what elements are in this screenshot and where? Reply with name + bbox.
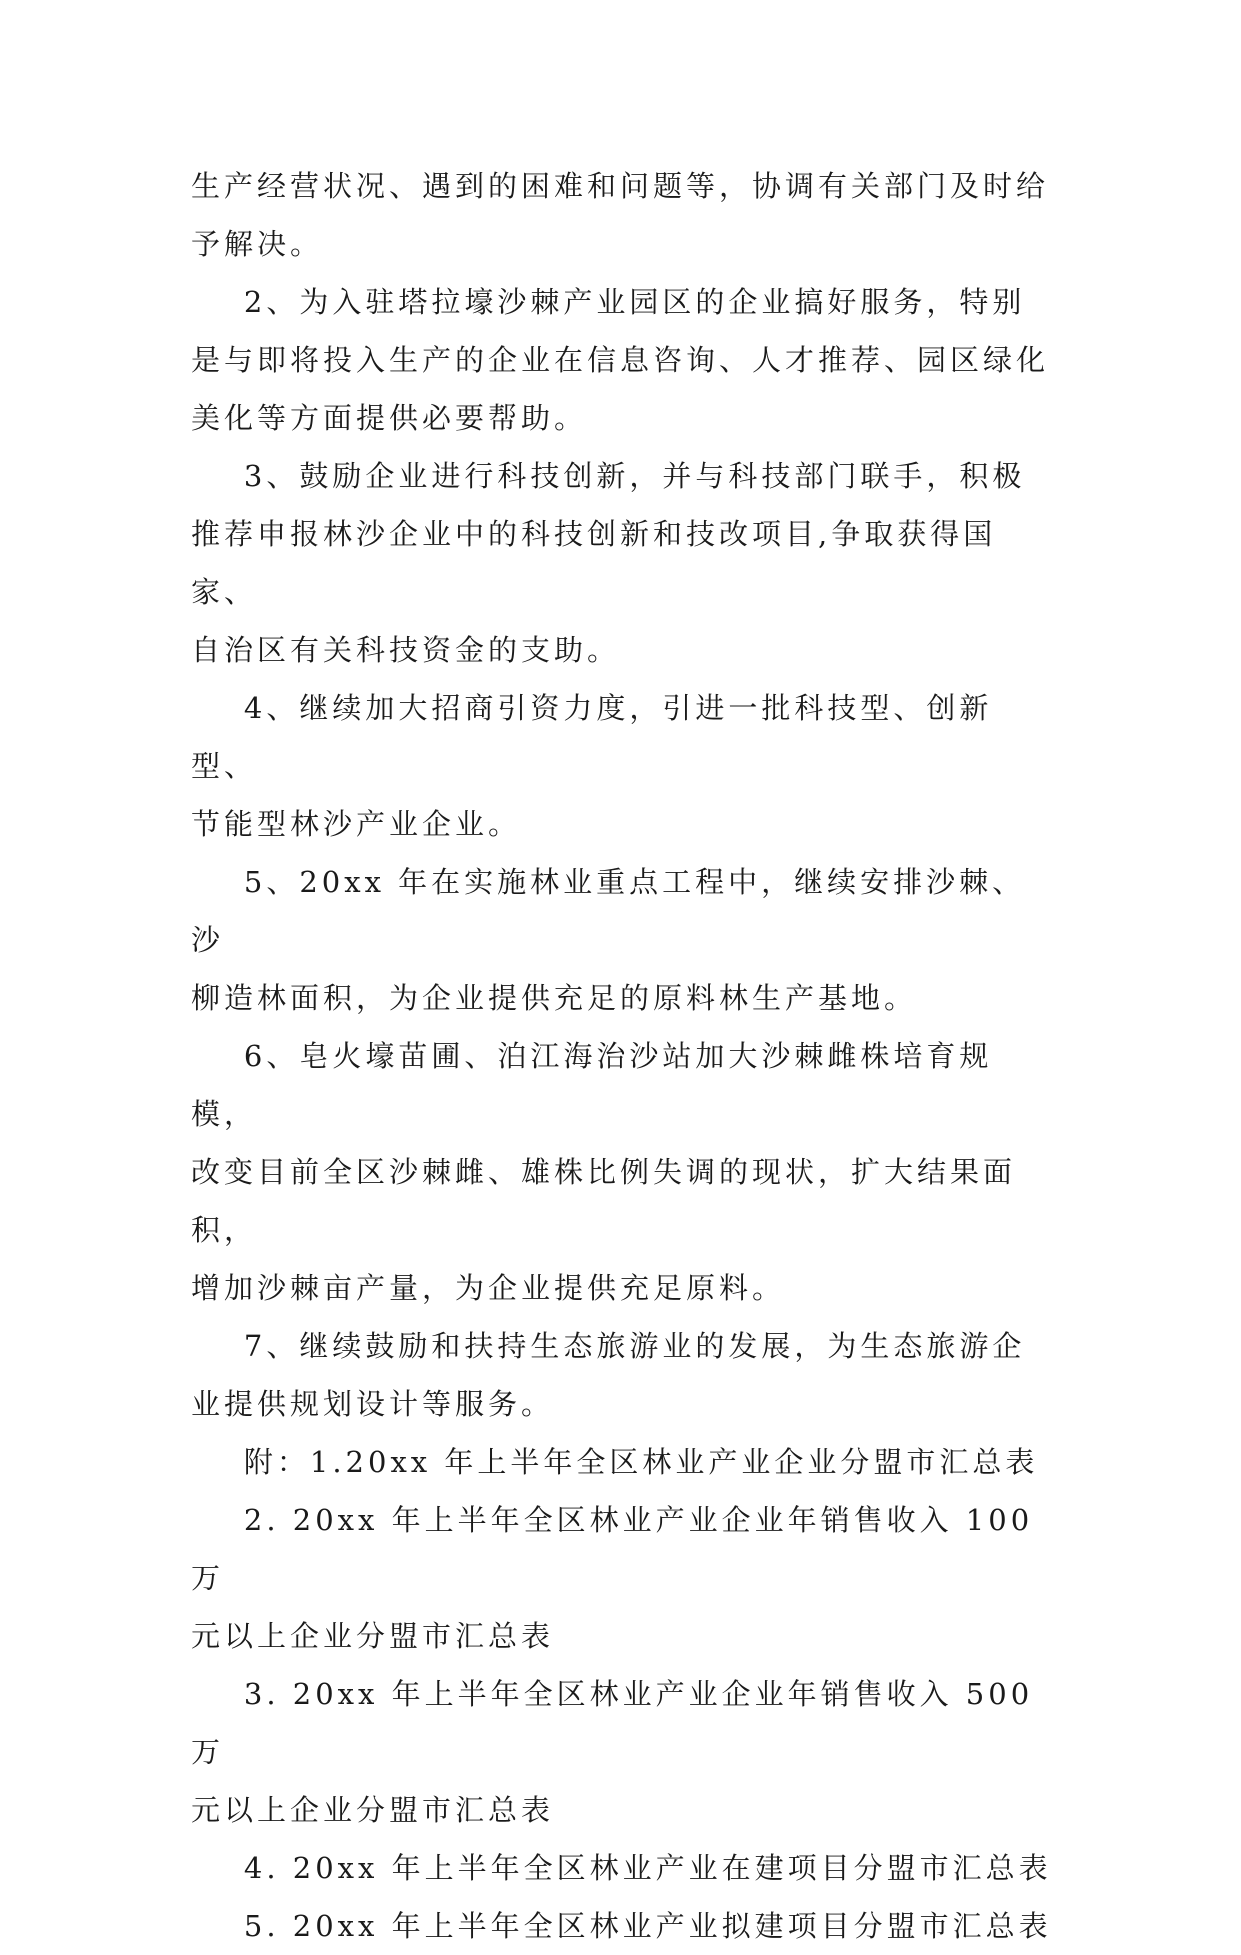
text-line: 5. 20xx 年上半年全区林业产业拟建项目分盟市汇总表 — [191, 1909, 1052, 1943]
text-line: 6、皂火壕苗圃、泊江海治沙站加大沙棘雌株培育规模， — [191, 1039, 993, 1131]
text-line: 自治区有关科技资金的支助。 — [191, 633, 621, 667]
text-line: 予解决。 — [191, 227, 324, 261]
text-line: 7、继续鼓励和扶持生态旅游业的发展，为生态旅游企 — [191, 1329, 1026, 1363]
text-line: 增加沙棘亩产量，为企业提供充足原料。 — [191, 1271, 786, 1305]
text-line: 业提供规划设计等服务。 — [191, 1387, 555, 1421]
text-line: 2、为入驻塔拉壕沙棘产业园区的企业搞好服务，特别 — [191, 285, 1026, 319]
text-line: 3. 20xx 年上半年全区林业产业企业年销售收入 500 万 — [191, 1677, 1047, 1769]
text-line: 2. 20xx 年上半年全区林业产业企业年销售收入 100 万 — [191, 1503, 1047, 1595]
text-line: 元以上企业分盟市汇总表 — [191, 1619, 555, 1653]
text-line: 生产经营状况、遇到的困难和问题等，协调有关部门及时给 — [191, 169, 1050, 203]
text-line: 柳造林面积，为企业提供充足的原料林生产基地。 — [191, 981, 918, 1015]
text-line: 美化等方面提供必要帮助。 — [191, 401, 588, 435]
text-line: 节能型林沙产业企业。 — [191, 807, 522, 841]
document-body — [191, 157, 1055, 1955]
text-line: 4、继续加大招商引资力度，引进一批科技型、创新型、 — [191, 691, 993, 783]
text-line: 推荐申报林沙企业中的科技创新和技改项目,争取获得国家、 — [191, 517, 997, 609]
text-line: 元以上企业分盟市汇总表 — [191, 1793, 555, 1827]
text-line: 是与即将投入生产的企业在信息咨询、人才推荐、园区绿化 — [191, 343, 1050, 377]
text-line: 3、鼓励企业进行科技创新，并与科技部门联手，积极 — [191, 459, 1026, 493]
text-line: 附：1.20xx 年上半年全区林业产业企业分盟市汇总表 — [191, 1445, 1039, 1479]
text-line: 4. 20xx 年上半年全区林业产业在建项目分盟市汇总表 — [191, 1851, 1052, 1885]
text-line: 改变目前全区沙棘雌、雄株比例失调的现状，扩大结果面积， — [191, 1155, 1017, 1247]
text-line: 5、20xx 年在实施林业重点工程中，继续安排沙棘、沙 — [191, 865, 1026, 957]
